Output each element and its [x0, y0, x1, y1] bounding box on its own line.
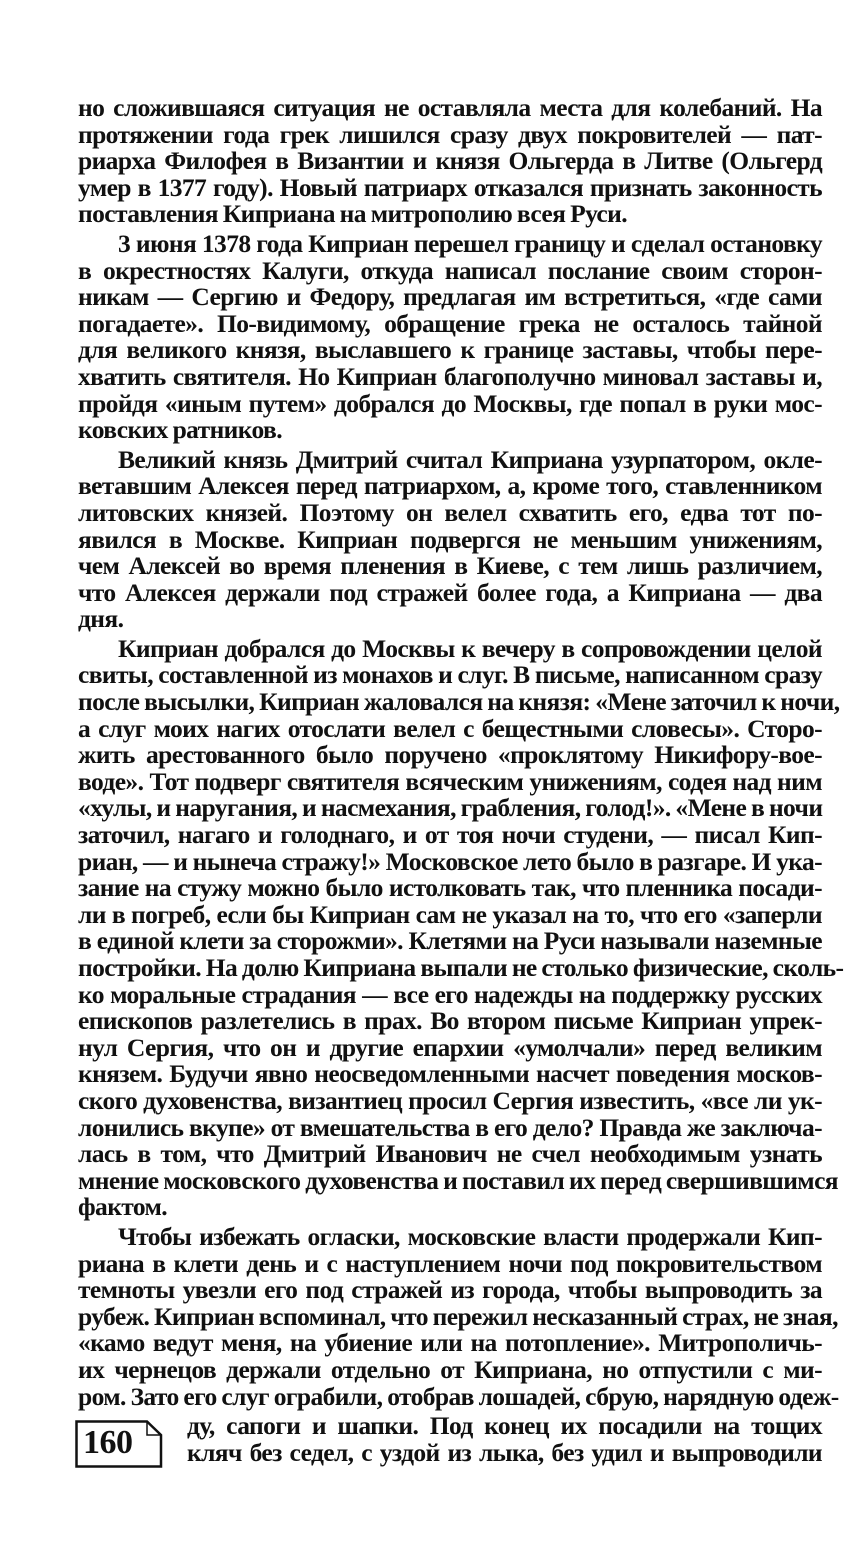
text-line: воде». Тот подверг святителя всяческим унижениям, содея над ним	[78, 766, 822, 796]
text-line: жить арестованного было поручено «проклятому Никифору-вое-	[78, 740, 822, 770]
text-line: мнение московского духовенства и поставил их перед свершившимся	[78, 1165, 838, 1195]
text-line: фактом.	[78, 1192, 168, 1222]
page-number-box	[75, 1420, 161, 1466]
text-line: никам — Сергию и Федору, предлагая им встретиться, «где сами	[78, 282, 822, 312]
text-line: лонились вкупе» от вмешательства в его дело? Правда же заключа-	[78, 1112, 822, 1142]
text-line: зание на стужу можно было истолковать так, что пленника посади-	[78, 873, 822, 903]
paragraph	[78, 228, 822, 445]
text-line: ского духовенства, византиец просил Сергия известить, «все ли ук-	[78, 1085, 822, 1115]
text-line: нул Сергия, что он и другие епархии «умолчали» перед великим	[78, 1032, 822, 1062]
text-line: Киприан добрался до Москвы к вечеру в сопровождении целой	[118, 633, 822, 663]
text-line: поставления Киприана на митрополию всея Руси.	[78, 199, 628, 229]
text-line: Чтобы избежать огласки, московские власти продержали Кип-	[118, 1221, 822, 1251]
text-line: что Алексея держали под стражей более года, а Киприана — два	[78, 577, 822, 607]
text-line: рубеж. Киприан вспоминал, что пережил несказанный страх, не зная,	[78, 1301, 838, 1331]
text-line: но сложившаяся ситуация не оставляла места для колебаний. На	[78, 93, 822, 122]
text-line: ковских ратников.	[78, 415, 282, 445]
text-line: «камо ведут меня, на убиение или на потопление». Митрополичь-	[78, 1328, 822, 1358]
text-line: ду, сапоги и шапки. Под конец их посадили на тощих	[187, 1411, 822, 1440]
text-line: риана в клети день и с наступлением ночи под покровительством	[78, 1248, 822, 1278]
text-line: ветавшим Алексея перед патриархом, а, кроме того, ставленником	[78, 471, 822, 501]
text-line: кляч без седел, с уздой из лыка, без удил и выпроводили	[187, 1437, 822, 1467]
paragraph	[78, 633, 844, 1222]
text-line: 3 июня 1378 года Киприан перешел границу и сделал остановку	[118, 228, 822, 258]
text-line: их чернецов держали отдельно от Киприана, но отпустили с ми-	[78, 1354, 822, 1384]
text-line: заточил, нагаго и голоднаго, и от тоя ночи студени, — писал Кип-	[78, 820, 822, 850]
text-line: явился в Москве. Киприан подвергся не меньшим унижениям,	[78, 524, 822, 554]
paragraph	[78, 1221, 839, 1411]
text-line: лась в том, что Дмитрий Иванович не счел необходимым узнать	[78, 1139, 822, 1169]
text-line: чем Алексей во время пленения в Киеве, с тем лишь различием,	[78, 551, 822, 581]
text-line: для великого князя, выславшего к границе заставы, чтобы пере-	[78, 335, 822, 365]
body-text	[78, 93, 844, 1411]
text-line: риарха Филофея в Византии и князя Ольгерда в Литве (Ольгерд	[78, 146, 822, 176]
text-line: в единой клети за сторожми». Клетями на Руси называли наземные	[78, 926, 822, 956]
text-line: дня.	[78, 604, 124, 634]
text-line: в окрестностях Калуги, откуда написал послание своим сторон-	[78, 255, 822, 285]
text-line: Великий князь Дмитрий считал Киприана узурпатором, окле-	[118, 444, 822, 474]
text-line: после высылки, Киприан жаловался на князя: «Мене заточил к ночи,	[78, 687, 840, 717]
text-line: свиты, составленной из монахов и слуг. В письме, написанном сразу	[78, 660, 822, 690]
text-line: епископов разлетелись в прах. Во втором письме Киприан упрек-	[78, 1006, 822, 1036]
paragraph	[78, 95, 822, 228]
text-line: «хулы, и наругания, и насмехания, грабления, голод!». «Мене в ночи	[78, 793, 823, 823]
tail-lines	[187, 1413, 822, 1466]
paragraph	[78, 444, 822, 634]
text-line: темноты увезли его под стражей из города, чтобы выпроводить за	[78, 1275, 822, 1305]
text-line: риан, — и нынеча стражу!» Московское лето было в разгаре. И ука-	[78, 846, 822, 876]
text-line: ром. Зато его слуг ограбили, отобрав лошадей, сбрую, нарядную одеж-	[78, 1381, 839, 1411]
text-line: протяжении года грек лишился сразу двух покровителей — пат-	[78, 119, 822, 149]
text-line: ко моральные страдания — все его надежды на поддержку русских	[78, 979, 822, 1009]
text-line: хватить святителя. Но Киприан благополучно миновал заставы и,	[78, 361, 822, 391]
text-line: литовских князей. Поэтому он велел схватить его, едва тот по-	[78, 497, 822, 527]
text-line: а слуг моих нагих отослати велел с бещестными словесы». Сторо-	[78, 713, 822, 743]
text-line: князем. Будучи явно неосведомленными насчет поведения москов-	[78, 1059, 822, 1089]
text-line: постройки. На долю Киприана выпали не столько физические, сколь-	[78, 953, 844, 982]
text-line: пройдя «иным путем» добрался до Москвы, где попал в руки мос-	[78, 388, 822, 418]
text-line: ли в погреб, если бы Киприан сам не указал на то, что его «заперли	[78, 899, 822, 929]
page-number: 160	[83, 1424, 133, 1461]
text-line: умер в 1377 году). Новый патриарх отказался признать законность	[78, 172, 822, 202]
text-line: погадаете». По-видимому, обращение грека не осталось тайной	[78, 308, 822, 338]
